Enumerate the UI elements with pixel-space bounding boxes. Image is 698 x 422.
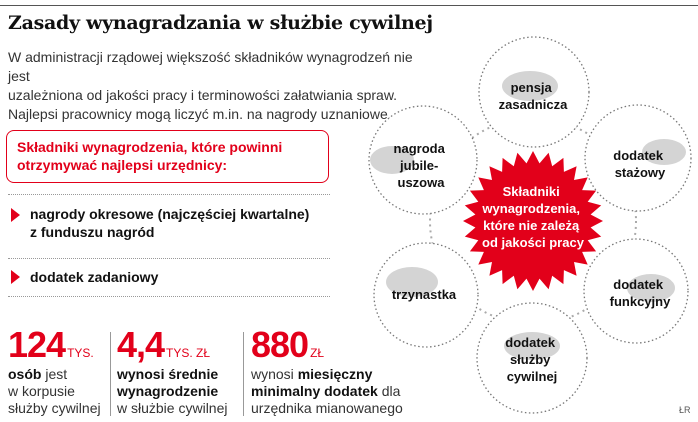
node-label: dodatek [613,277,664,292]
intro-line: Najlepsi pracownicy mogą liczyć m.in. na nagrody uznaniowe. [8,106,392,122]
node-label: uszowa [397,175,445,190]
svg-text:trzynastka [392,287,457,302]
stat-unit: ZŁ [310,346,325,360]
node-dodatek-sluzby-cywilnej [477,303,587,413]
stat-value: 880 [251,324,309,365]
node-label: pensja [510,80,552,95]
node-label: funkcyjny [609,294,671,309]
node-dodatek-stazowy [585,105,691,211]
intro-line: uzależniona od jakości pracy i terminowości załatwiania spraw. [8,87,398,103]
node-pensja-zasadnicza [479,37,589,147]
node-label: jubile- [400,158,439,173]
node-label: stażowy [614,165,666,180]
stat-label: służby cywilnej [8,400,101,416]
stat-value: 124 [8,324,66,365]
node-label: trzynastka [391,287,457,302]
node-label: cywilnej [506,369,558,384]
item-line: z funduszu nagród [30,224,155,240]
node-label: służby [509,352,551,367]
center-line: które nie zależą [483,218,580,233]
center-line: od jakości pracy [482,235,584,250]
node-label: nagroda [393,141,445,156]
stat-label-bold: wynagrodzenie [117,383,219,399]
stat-label-bold: miesięczny [297,366,373,382]
stat-label: urzędnika mianowanego [251,400,403,416]
center-line: Składniki [502,184,560,199]
heading-line: otrzymywać najlepsi urzędnicy: [17,157,228,173]
node-label: zasadnicza [498,97,568,112]
node-label: dodatek [505,335,556,350]
center-line: wynagrodzenia, [482,201,580,216]
stat-unit: TYS. [67,346,94,360]
stat-value: 4,4 [117,324,165,365]
svg-text:dodatek służby cyw [505,335,558,384]
stat-label: w korpusie [8,383,75,399]
stat-label: dla [377,383,401,399]
credit: ŁR [679,405,691,415]
stat-label-bold: minimalny dodatek [251,383,378,399]
stat-label: w służbie cywilnej [117,400,228,416]
heading-line: Składniki wynagrodzenia, które powinni [17,139,283,155]
node-trzynastka [374,243,478,347]
svg-text:nagroda jubile- us [394,141,449,190]
item-line: dodatek zadaniowy [30,269,159,285]
stat-label: wynosi [251,366,298,382]
node-label: dodatek [613,148,664,163]
stat-label-bold: wynosi średnie [117,366,219,382]
stat-unit: TYS. ZŁ [166,346,211,360]
page-title: Zasady wynagradzania w służbie cywilnej [8,12,433,34]
stat-label: jest [41,366,68,382]
node-dodatek-funkcyjny [584,239,688,343]
stat-label-bold: osób [8,366,42,382]
item-line: nagrody okresowe (najczęściej kwartalne) [30,206,310,222]
intro-line: W administracji rządowej większość składników wynagrodzeń nie jest [8,49,413,84]
node-nagroda-jubileuszowa [369,106,477,214]
